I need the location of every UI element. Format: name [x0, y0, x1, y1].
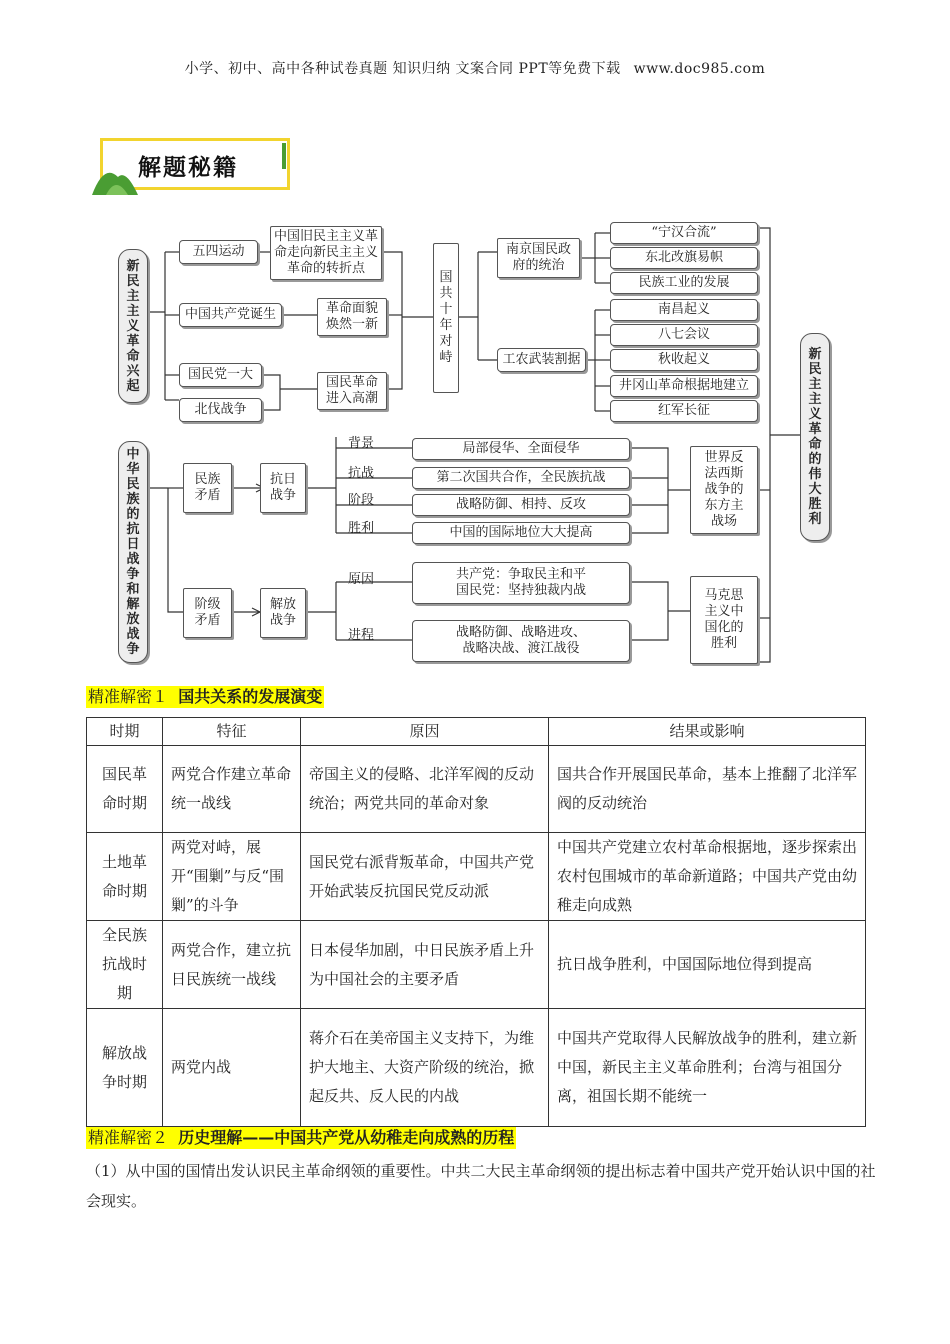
j-cause-ccp: 共产党：争取民主和平	[455, 567, 586, 582]
table-row	[87, 833, 866, 921]
node-ccp-born: 中国共产党诞生	[179, 303, 282, 327]
j-cause-box	[412, 562, 630, 604]
cell-reason: 帝国主义的侵略、北洋军阀的反动统治；两党共同的革命对象	[301, 746, 549, 833]
node-national-conflict: 民族矛盾	[183, 463, 232, 513]
gn-item: 秋收起义	[610, 349, 758, 371]
cell-result: 国共合作开展国民革命，基本上推翻了北洋军阀的反动统治	[549, 746, 866, 833]
k-item: 局部侵华、全面侵华	[412, 438, 630, 460]
cell-feature: 两党对峙，展开“围剿”与反“围剿”的斗争	[163, 833, 301, 921]
cell-reason: 国民党右派背叛革命，中国共产党开始武装反抗国民党反动派	[301, 833, 549, 921]
cell-result: 中国共产党取得人民解放战争的胜利，建立新中国，新民主主义革命胜利；台湾与祖国分离，祖国长期不能统一	[549, 1009, 866, 1127]
k-item: 中国的国际地位大大提高	[412, 522, 630, 544]
section-1-heading	[86, 686, 324, 708]
paragraph-1: （1）从中国的国情出发认识民主革命纲领的重要性。中共二大民主革命纲领的提出标志着中国共产党开始认识中国的社会现实。	[86, 1162, 876, 1210]
table-row	[87, 746, 866, 833]
node-eastern-battlefield: 世界反法西斯战争的东方主战场	[690, 446, 758, 534]
banner-title: 解题秘籍	[138, 155, 238, 181]
kmt-ccp-relations-table	[86, 717, 866, 1127]
label-cause: 原因	[348, 572, 375, 587]
page-header	[0, 58, 950, 78]
cell-feature: 两党合作，建立抗日民族统一战线	[163, 921, 301, 1009]
node-climax: 国民革命进入高潮	[317, 372, 387, 410]
label-resistance: 抗战	[348, 466, 375, 481]
gn-item: 八七会议	[610, 324, 758, 346]
j-process-1: 战略防御、战略进攻、	[455, 625, 586, 640]
node-class-conflict: 阶级矛盾	[183, 588, 232, 638]
cell-result: 中国共产党建立农村革命根据地，逐步探索出农村包围城市的革命新道路；中国共产党由幼稚走向成熟	[549, 833, 866, 921]
section-2-prefix: 精准解密２	[88, 1128, 169, 1147]
section-1-prefix: 精准解密１	[88, 687, 169, 706]
cell-period: 土地革命时期	[87, 833, 163, 921]
label-background: 背景	[348, 436, 375, 451]
j-process-box	[412, 620, 630, 662]
section-2-heading	[86, 1127, 516, 1149]
node-anti-japanese-war: 抗日战争	[260, 463, 306, 513]
th-result: 结果或影响	[549, 718, 866, 746]
hill-icon	[92, 155, 142, 195]
cell-period: 国民革命时期	[87, 746, 163, 833]
node-kmt-congress: 国民党一大	[179, 363, 262, 387]
node-may-fourth: 五四运动	[179, 240, 258, 264]
cell-reason: 日本侵华加剧，中日民族矛盾上升为中国社会的主要矛盾	[301, 921, 549, 1009]
table-row	[87, 1009, 866, 1127]
j-cause-kmt: 国民党：坚持独裁内战	[455, 583, 586, 598]
theme-victory: 新民主主义革命的伟大胜利	[800, 333, 830, 541]
cell-feature: 两党内战	[163, 1009, 301, 1127]
cell-period: 全民族抗战时期	[87, 921, 163, 1009]
node-new-look: 革命面貌焕然一新	[317, 298, 387, 336]
gn-item: 红军长征	[610, 400, 758, 422]
th-feature: 特征	[163, 718, 301, 746]
banner-accent	[282, 143, 286, 169]
nj-item: “宁汉合流”	[610, 222, 758, 244]
theme-rise: 新民主主义革命兴起	[118, 249, 148, 403]
section-2-title: 历史理解——中国共产党从幼稚走向成熟的历程	[178, 1128, 515, 1147]
banner	[92, 135, 298, 197]
section-1-title: 国共关系的发展演变	[178, 687, 323, 706]
j-process-2: 战略决战、渡江战役	[462, 641, 580, 656]
label-victory: 胜利	[348, 521, 375, 536]
cell-period: 解放战争时期	[87, 1009, 163, 1127]
header-url[interactable]: www.doc985.com	[633, 61, 766, 77]
label-process: 进程	[348, 628, 375, 643]
theme-wars: 中华民族的抗日战争和解放战争	[118, 441, 148, 663]
th-reason: 原因	[301, 718, 549, 746]
table-header-row	[87, 718, 866, 746]
cell-reason: 蒋介石在美帝国主义支持下，为维护大地主、大资产阶级的统治，掀起反共、反人民的内战	[301, 1009, 549, 1127]
node-turning-point: 中国旧民主主义革命走向新民主主义革命的转折点	[270, 226, 382, 280]
node-liberation-war: 解放战争	[260, 588, 306, 638]
node-northern-expedition: 北伐战争	[179, 398, 262, 422]
cell-result: 抗日战争胜利，中国国际地位得到提高	[549, 921, 866, 1009]
theme-confrontation: 国共十年对峙	[433, 243, 459, 393]
node-armed-separatism: 工农武装割据	[497, 348, 586, 372]
th-period: 时期	[87, 718, 163, 746]
node-nanjing-gov: 南京国民政府的统治	[497, 238, 580, 278]
cell-feature: 两党合作建立革命统一战线	[163, 746, 301, 833]
table-row	[87, 921, 866, 1009]
k-item: 战略防御、相持、反攻	[412, 494, 630, 516]
nj-item: 东北改旗易帜	[610, 247, 758, 269]
label-stages: 阶段	[348, 493, 375, 508]
k-item: 第二次国共合作，全民族抗战	[412, 467, 630, 489]
gn-item: 南昌起义	[610, 299, 758, 321]
header-left: 小学、初中、高中各种试卷真题 知识归纳 文案合同 PPT等免费下载	[184, 61, 621, 77]
gn-item: 井冈山革命根据地建立	[610, 375, 758, 397]
nj-item: 民族工业的发展	[610, 272, 758, 294]
node-sinicization: 马克思主义中国化的胜利	[690, 576, 758, 664]
